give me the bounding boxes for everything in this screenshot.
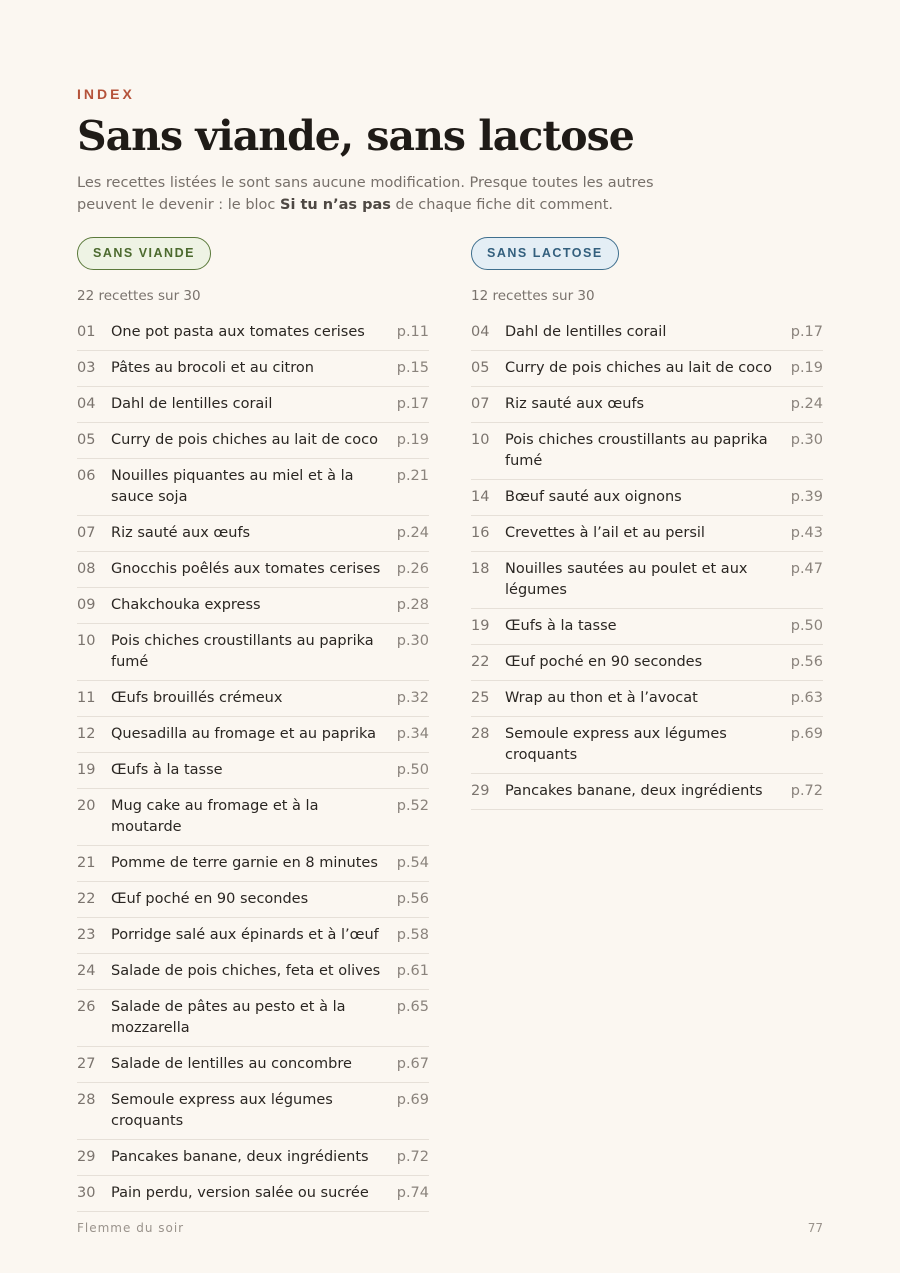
recipe-number: 21	[77, 855, 96, 871]
recipe-row	[471, 516, 823, 552]
recipe-row	[77, 1176, 429, 1212]
recipe-page: p.19	[396, 432, 429, 448]
recipe-number: 10	[77, 633, 96, 649]
sans-lactose-count: 12 recettes sur 30	[471, 288, 595, 304]
recipe-page: p.19	[790, 360, 823, 376]
recipe-name: Dahl de lentilles corail	[111, 396, 273, 412]
recipe-name: Chakchouka express	[111, 597, 261, 613]
recipe-name: Quesadilla au fromage et au paprika	[111, 726, 377, 742]
recipe-page: p.56	[790, 654, 823, 670]
recipe-number: 27	[77, 1056, 96, 1072]
recipe-name: Pois chiches croustillants au paprika fumé	[111, 633, 374, 670]
recipe-number: 16	[471, 525, 490, 541]
recipe-row	[77, 990, 429, 1047]
recipe-name: Œufs à la tasse	[505, 618, 617, 634]
recipe-page: p.39	[790, 489, 823, 505]
footer-book-title: Flemme du soir	[77, 1221, 185, 1235]
recipe-row	[77, 1047, 429, 1083]
recipe-page: p.61	[396, 963, 429, 979]
recipe-page: p.17	[790, 324, 823, 340]
recipe-name: Bœuf sauté aux oignons	[505, 489, 682, 505]
sans-lactose-column	[471, 237, 823, 810]
recipe-row	[77, 351, 429, 387]
intro-paragraph	[77, 172, 717, 216]
recipe-number: 07	[471, 396, 490, 412]
recipe-number: 11	[77, 690, 96, 706]
section-eyebrow: INDEX	[77, 86, 135, 102]
recipe-number: 25	[471, 690, 490, 706]
recipe-row	[77, 1140, 429, 1176]
sans-lactose-list	[471, 315, 823, 810]
recipe-number: 12	[77, 726, 96, 742]
recipe-name: Pancakes banane, deux ingrédients	[505, 783, 763, 799]
sans-viande-list	[77, 315, 429, 1212]
recipe-number: 24	[77, 963, 96, 979]
recipe-page: p.26	[396, 561, 429, 577]
recipe-number: 04	[471, 324, 490, 340]
recipe-row	[471, 480, 823, 516]
recipe-name: Pâtes au brocoli et au citron	[111, 360, 314, 376]
recipe-row	[77, 954, 429, 990]
recipe-row	[77, 918, 429, 954]
recipe-page: p.32	[396, 690, 429, 706]
recipe-page: p.58	[396, 927, 429, 943]
recipe-row	[471, 315, 823, 351]
recipe-number: 18	[471, 561, 490, 577]
recipe-page: p.30	[790, 432, 823, 448]
recipe-name: Œuf poché en 90 secondes	[111, 891, 309, 907]
recipe-name: Salade de lentilles au concombre	[111, 1056, 352, 1072]
recipe-number: 20	[77, 798, 96, 814]
recipe-number: 22	[77, 891, 96, 907]
recipe-number: 08	[77, 561, 96, 577]
recipe-page: p.65	[396, 999, 429, 1015]
recipe-name: Pois chiches croustillants au paprika fumé	[505, 432, 768, 469]
recipe-row	[77, 717, 429, 753]
recipe-name: Riz sauté aux œufs	[505, 396, 645, 412]
recipe-number: 30	[77, 1185, 96, 1201]
recipe-row	[77, 789, 429, 846]
recipe-row	[77, 315, 429, 351]
recipe-number: 04	[77, 396, 96, 412]
recipe-number: 05	[471, 360, 490, 376]
recipe-row	[77, 552, 429, 588]
recipe-page: p.34	[396, 726, 429, 742]
recipe-page: p.67	[396, 1056, 429, 1072]
recipe-row	[77, 459, 429, 516]
recipe-page: p.74	[396, 1185, 429, 1201]
recipe-number: 29	[77, 1149, 96, 1165]
recipe-name: Riz sauté aux œufs	[111, 525, 251, 541]
recipe-row	[77, 588, 429, 624]
recipe-page: p.17	[396, 396, 429, 412]
recipe-row	[471, 645, 823, 681]
recipe-row	[471, 552, 823, 609]
recipe-row	[471, 681, 823, 717]
recipe-page: p.50	[396, 762, 429, 778]
intro-text-after: de chaque fiche dit comment.	[390, 197, 614, 213]
recipe-page: p.11	[396, 324, 429, 340]
recipe-row	[77, 423, 429, 459]
recipe-page: p.43	[790, 525, 823, 541]
recipe-number: 22	[471, 654, 490, 670]
recipe-page: p.24	[396, 525, 429, 541]
recipe-number: 26	[77, 999, 96, 1015]
recipe-page: p.24	[790, 396, 823, 412]
recipe-row	[471, 774, 823, 810]
recipe-name: Pomme de terre garnie en 8 minutes	[111, 855, 378, 871]
recipe-row	[77, 681, 429, 717]
recipe-page: p.30	[396, 633, 429, 649]
recipe-number: 19	[471, 618, 490, 634]
recipe-number: 28	[471, 726, 490, 742]
recipe-name: Nouilles sautées au poulet et aux légumes	[505, 561, 748, 598]
recipe-number: 07	[77, 525, 96, 541]
recipe-row	[471, 609, 823, 645]
recipe-page: p.52	[396, 798, 429, 814]
recipe-name: Crevettes à l’ail et au persil	[505, 525, 705, 541]
recipe-name: Pain perdu, version salée ou sucrée	[111, 1185, 369, 1201]
recipe-page: p.69	[790, 726, 823, 742]
recipe-page: p.63	[790, 690, 823, 706]
recipe-number: 14	[471, 489, 490, 505]
recipe-number: 19	[77, 762, 96, 778]
intro-bold-phrase: Si tu n’as pas	[280, 197, 391, 213]
recipe-row	[77, 753, 429, 789]
recipe-page: p.72	[396, 1149, 429, 1165]
recipe-row	[77, 624, 429, 681]
recipe-name: Œufs à la tasse	[111, 762, 223, 778]
recipe-name: Semoule express aux légumes croquants	[505, 726, 727, 763]
recipe-row	[77, 516, 429, 552]
recipe-name: Salade de pois chiches, feta et olives	[111, 963, 381, 979]
recipe-row	[471, 717, 823, 774]
recipe-name: Curry de pois chiches au lait de coco	[505, 360, 772, 376]
recipe-row	[77, 882, 429, 918]
sans-viande-badge: SANS VIANDE	[77, 237, 211, 270]
sans-viande-column	[77, 237, 429, 1212]
recipe-number: 23	[77, 927, 96, 943]
recipe-page: p.21	[396, 468, 429, 484]
recipe-page: p.15	[396, 360, 429, 376]
recipe-number: 10	[471, 432, 490, 448]
recipe-page: p.47	[790, 561, 823, 577]
recipe-page: p.54	[396, 855, 429, 871]
recipe-name: Dahl de lentilles corail	[505, 324, 667, 340]
page-title: Sans viande, sans lactose	[77, 112, 634, 160]
sans-lactose-badge: SANS LACTOSE	[471, 237, 619, 270]
recipe-name: Curry de pois chiches au lait de coco	[111, 432, 378, 448]
recipe-number: 06	[77, 468, 96, 484]
recipe-name: Œufs brouillés crémeux	[111, 690, 283, 706]
recipe-number: 28	[77, 1092, 96, 1108]
recipe-name: Salade de pâtes au pesto et à la mozzarella	[111, 999, 346, 1036]
recipe-name: Semoule express aux légumes croquants	[111, 1092, 333, 1129]
recipe-name: Wrap au thon et à l’avocat	[505, 690, 698, 706]
recipe-page: p.28	[396, 597, 429, 613]
recipe-name: One pot pasta aux tomates cerises	[111, 324, 365, 340]
recipe-name: Nouilles piquantes au miel et à la sauce soja	[111, 468, 354, 505]
recipe-row	[77, 1083, 429, 1140]
recipe-page: p.50	[790, 618, 823, 634]
recipe-name: Porridge salé aux épinards et à l’œuf	[111, 927, 379, 943]
recipe-row	[471, 351, 823, 387]
recipe-name: Mug cake au fromage et à la moutarde	[111, 798, 319, 835]
recipe-row	[77, 387, 429, 423]
recipe-number: 05	[77, 432, 96, 448]
sans-viande-count: 22 recettes sur 30	[77, 288, 201, 304]
recipe-row	[471, 387, 823, 423]
recipe-name: Pancakes banane, deux ingrédients	[111, 1149, 369, 1165]
footer-page-number: 77	[807, 1221, 823, 1235]
recipe-page: p.69	[396, 1092, 429, 1108]
recipe-number: 29	[471, 783, 490, 799]
recipe-page: p.72	[790, 783, 823, 799]
recipe-number: 09	[77, 597, 96, 613]
recipe-row	[77, 846, 429, 882]
recipe-name: Œuf poché en 90 secondes	[505, 654, 703, 670]
recipe-row	[471, 423, 823, 480]
recipe-number: 03	[77, 360, 96, 376]
recipe-name: Gnocchis poêlés aux tomates cerises	[111, 561, 381, 577]
intro-text-before: Les recettes listées le sont sans aucune modification. Presque toutes les autres peuvent le devenir : le bloc	[77, 175, 654, 213]
recipe-number: 01	[77, 324, 96, 340]
recipe-page: p.56	[396, 891, 429, 907]
